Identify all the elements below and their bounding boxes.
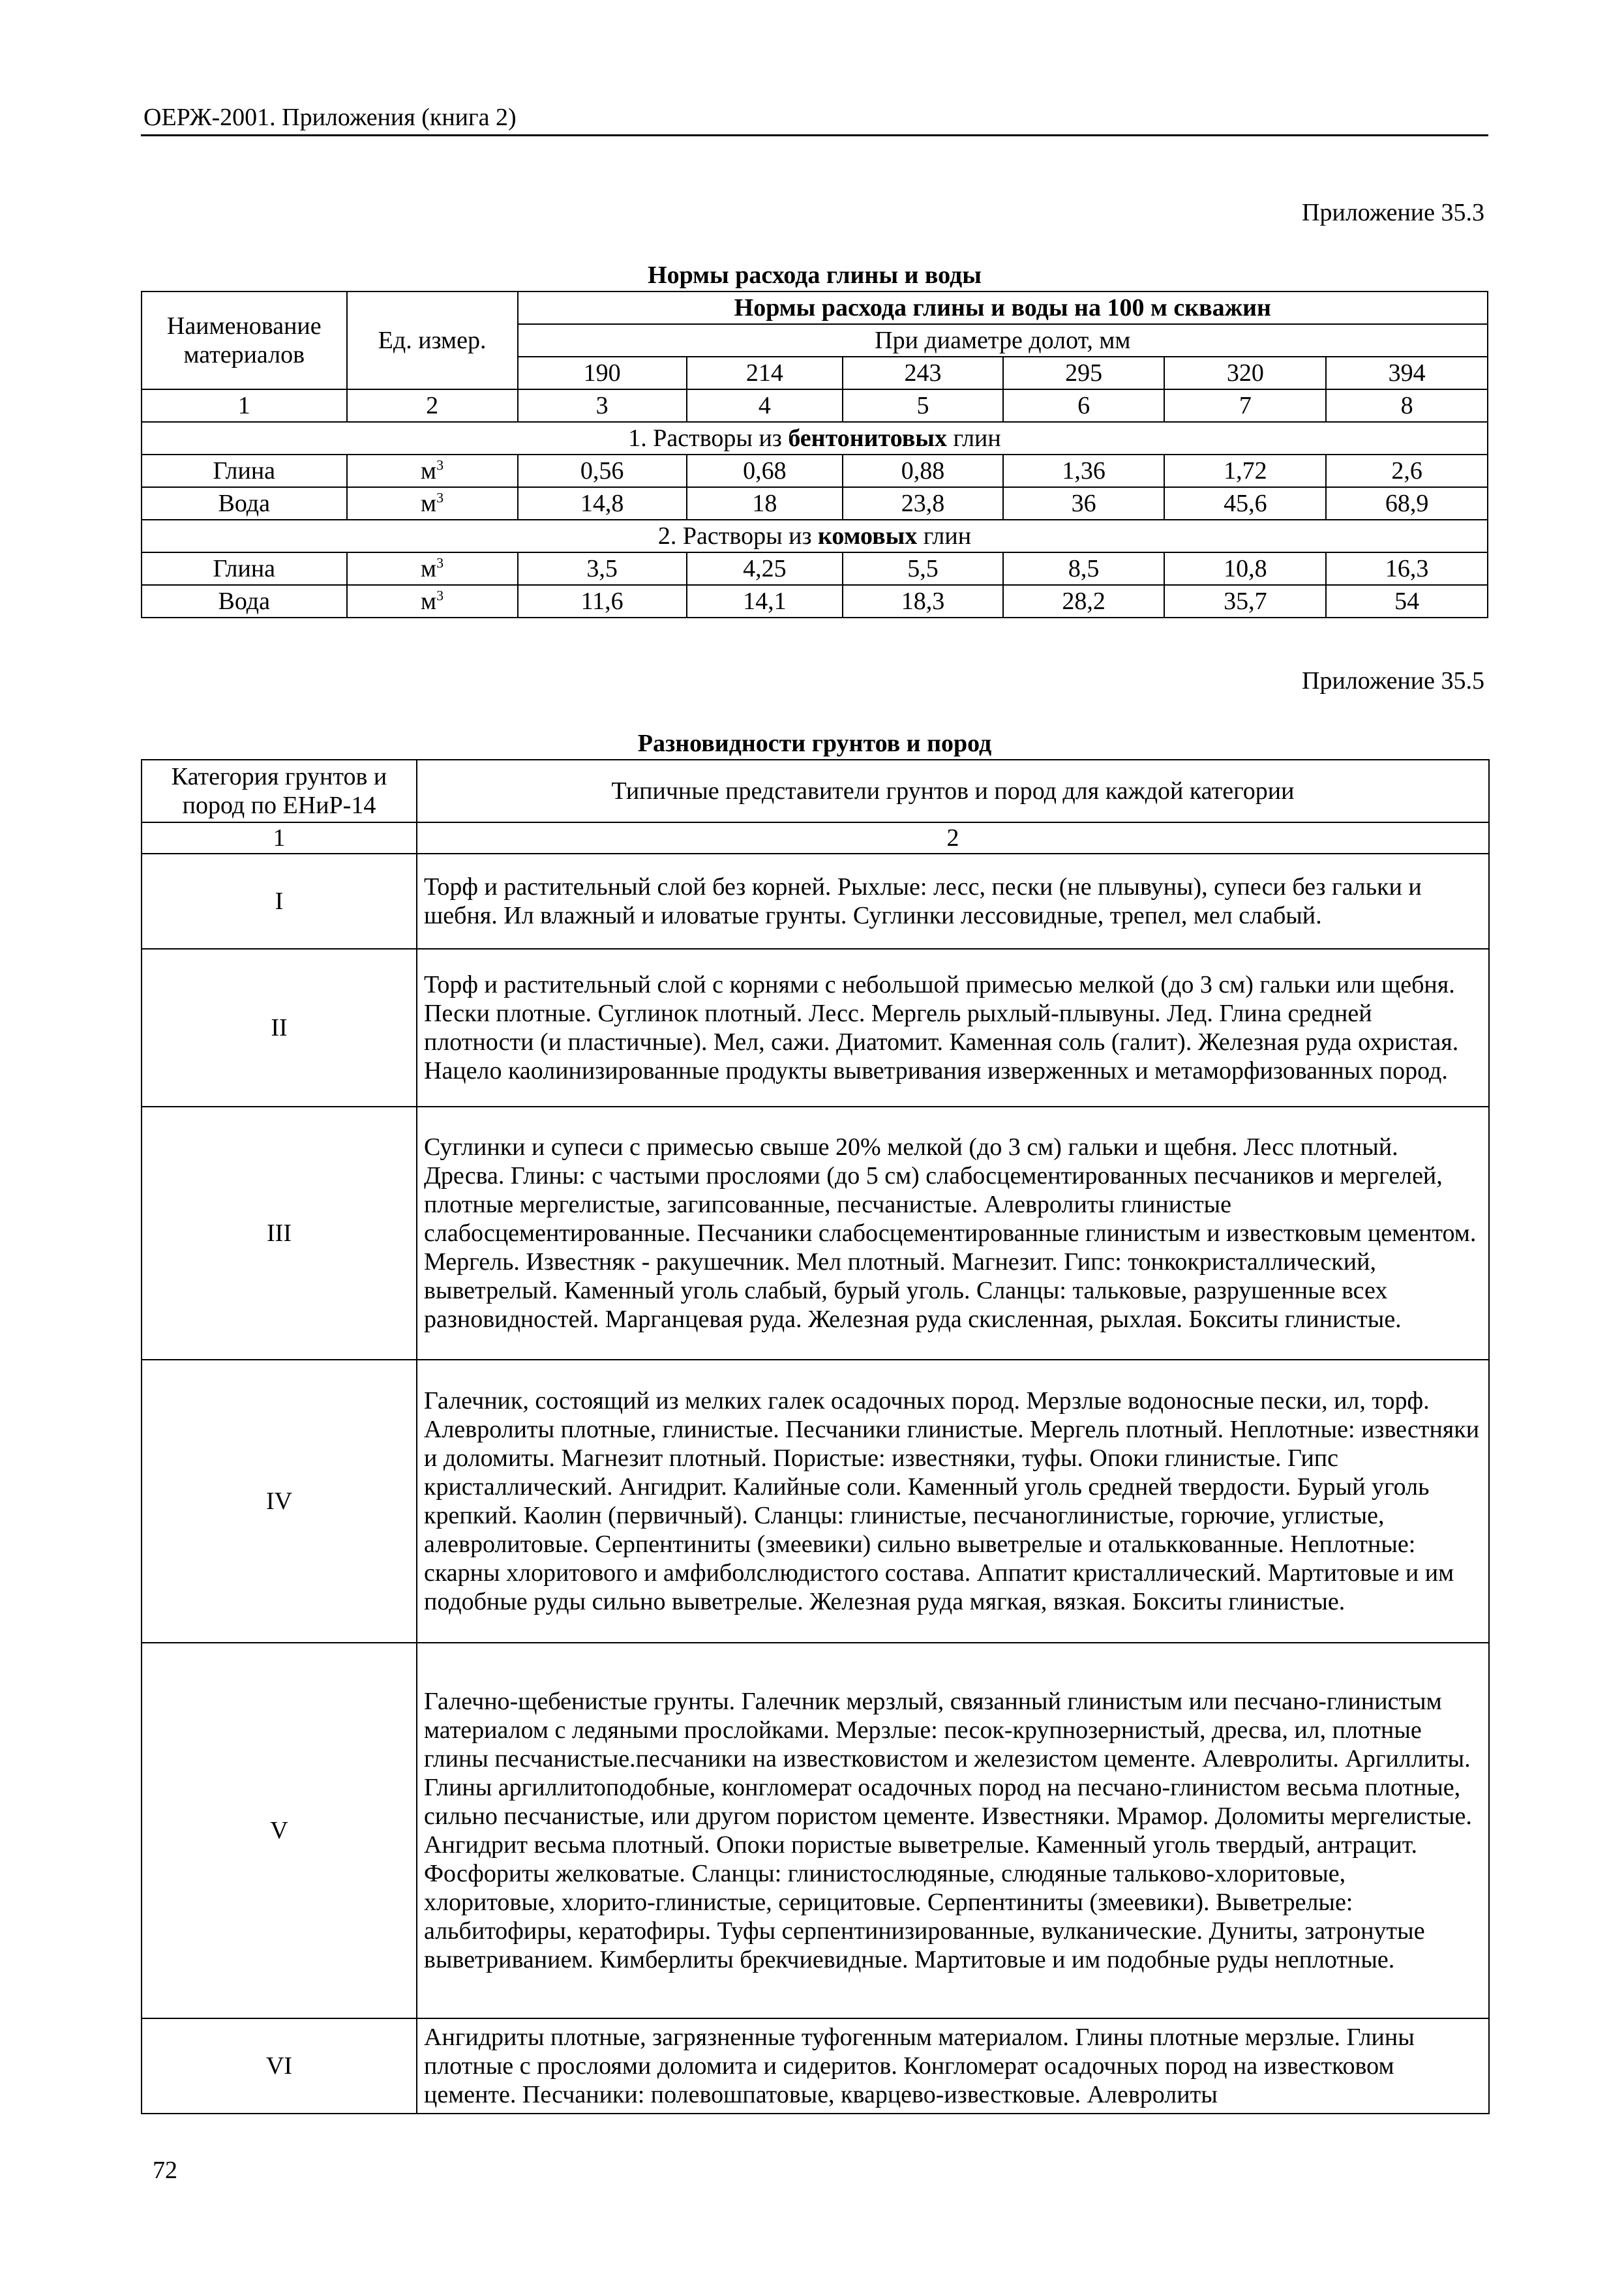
column-number: 1 — [142, 389, 347, 422]
table-row — [142, 487, 1488, 520]
appendix-label-35-5: Приложение 35.5 — [1302, 667, 1484, 695]
unit-cell: $м^3$ — [347, 585, 518, 618]
table-row — [142, 1643, 1489, 2018]
table-row — [142, 854, 1489, 949]
soil-types-table — [141, 759, 1490, 2114]
running-header: ОЕРЖ-2001. Приложения (книга 2) — [143, 104, 517, 131]
category-numeral: II — [142, 949, 417, 1107]
norm-value: 0,56 — [518, 455, 687, 487]
table-caption-soil-types: Разновидности грунтов и пород — [637, 730, 992, 757]
material-name: Вода — [142, 487, 347, 520]
header-category: Категория грунтов и пород по ЕНиР-14 — [142, 760, 417, 822]
category-description: Торф и растительный слой без корней. Рыхлые: лесс, пески (не плывуны), супеси без гальки и шебня. Ил влажный и иловатые грунты. Суглинки лессовидные, трепел, мел слабый. — [417, 854, 1489, 949]
header-diameter-value: 190 — [518, 357, 687, 389]
unit-cell: $м^3$ — [347, 487, 518, 520]
column-number: 2 — [417, 822, 1489, 854]
header-diameter: При диаметре долот, мм — [518, 324, 1488, 357]
norm-value: 68,9 — [1326, 487, 1488, 520]
category-description: Галечник, состоящий из мелких галек осадочных пород. Мерзлые водоносные пески, ил, торф. Алевролиты плотные, глинистые. Песчаники глинистые. Мергель плотный. Неплотные: известняки и доломиты. Магнезит плотный. Пористые: известняки, туфы. Опоки глинистые. Гипс кристаллический. Ангидрит. Калийные соли. Каменный уголь средней твердости. Бурый уголь крепкий. Каолин (первичный). Сланцы: глинистые, песчаноглинистые, горючие, углистые, алевролитовые. Серпентиниты (змеевики) сильно выветрелые и отальккованные. Неплотные: скарны хлоритового и амфиболслюдистого состава. Аппатит кристаллический. Мартитовые и им подобные руды сильно выветрелые. Железная руда мягкая, вязкая. Бокситы глинистые. — [417, 1360, 1489, 1643]
section-title-lump: 2. Растворы из комовых глин — [142, 520, 1488, 552]
norm-value: 18 — [687, 487, 843, 520]
category-description: Торф и растительный слой с корнями с небольшой примесью мелкой (до 3 см) гальки или щебня. Пески плотные. Суглинок плотный. Лесс. Мергель рыхлый-плывуны. Лед. Глина средней плотности (и пластичные). Мел, сажи. Диатомит. Каменная соль (галит). Железная руда охристая. Нацело каолинизированные продукты выветривания изверженных и метаморфизованных пород. — [417, 949, 1489, 1107]
header-norms: Нормы расхода глины и воды на 100 м скважин — [518, 292, 1488, 324]
page-number: 72 — [153, 2157, 177, 2184]
appendix-label-35-3: Приложение 35.3 — [1302, 199, 1484, 226]
category-numeral: IV — [142, 1360, 417, 1643]
header-diameter-value: 394 — [1326, 357, 1488, 389]
norm-value: 8,5 — [1003, 552, 1165, 585]
norm-value: 54 — [1326, 585, 1488, 618]
category-numeral: I — [142, 854, 417, 949]
column-number: 2 — [347, 389, 518, 422]
table-row — [142, 585, 1488, 618]
header-representatives: Типичные представители грунтов и пород для каждой категории — [417, 760, 1489, 822]
norm-value: 4,25 — [687, 552, 843, 585]
norm-value: 23,8 — [843, 487, 1003, 520]
norm-value: 0,88 — [843, 455, 1003, 487]
norm-value: 36 — [1003, 487, 1165, 520]
category-numeral: V — [142, 1643, 417, 2018]
column-number: 6 — [1003, 389, 1165, 422]
header-diameter-value: 243 — [843, 357, 1003, 389]
table-row — [142, 1360, 1489, 1643]
header-diameter-value: 295 — [1003, 357, 1165, 389]
column-number: 8 — [1326, 389, 1488, 422]
category-description: Ангидриты плотные, загрязненные туфогенным материалом. Глины плотные мерзлые. Глины плотные с прослоями доломита и сидеритов. Конгломерат осадочных пород на известковом цементе. Песчаники: полевошпатовые, кварцево-известковые. Алевролиты — [417, 2018, 1489, 2114]
unit-cell: $м^3$ — [347, 552, 518, 585]
header-diameter-value: 320 — [1164, 357, 1326, 389]
table-row — [142, 455, 1488, 487]
table-row — [142, 1107, 1489, 1360]
norm-value: 16,3 — [1326, 552, 1488, 585]
category-description: Суглинки и супеси с примесью свыше 20% мелкой (до 3 см) гальки и щебня. Лесс плотный. Дресва. Глины: с частыми прослоями (до 5 см) слабосцементированных песчаников и мергелей, плотные мергелистые, загипсованные, песчанистые. Алевролиты глинистые слабосцементированные. Песчаники слабосцементированные глинистым и известковым цементом. Мергель. Известняк - ракушечник. Мел плотный. Магнезит. Гипс: тонкокристаллический, выветрелый. Каменный уголь слабый, бурый уголь. Сланцы: тальковые, разрушенные всех разновидностей. Марганцевая руда. Железная руда скисленная, рыхлая. Бокситы глинистые. — [417, 1107, 1489, 1360]
norm-value: 1,36 — [1003, 455, 1165, 487]
norm-value: 45,6 — [1164, 487, 1326, 520]
norm-value: 2,6 — [1326, 455, 1488, 487]
table-caption-clay-water: Нормы расхода глины и воды — [648, 262, 982, 289]
norm-value: 5,5 — [843, 552, 1003, 585]
column-number: 1 — [142, 822, 417, 854]
header-diameter-value: 214 — [687, 357, 843, 389]
unit-cell: $м^3$ — [347, 455, 518, 487]
table-row — [142, 552, 1488, 585]
category-numeral: III — [142, 1107, 417, 1360]
header-divider — [141, 134, 1488, 136]
norm-value: 10,8 — [1164, 552, 1326, 585]
material-name: Глина — [142, 455, 347, 487]
category-numeral: VI — [142, 2018, 417, 2114]
header-material-name: Наименование материалов — [142, 292, 347, 389]
header-unit: Ед. измер. — [347, 292, 518, 389]
norm-value: 14,8 — [518, 487, 687, 520]
norm-value: 0,68 — [687, 455, 843, 487]
column-number: 4 — [687, 389, 843, 422]
column-number: 3 — [518, 389, 687, 422]
norm-value: 28,2 — [1003, 585, 1165, 618]
column-number: 5 — [843, 389, 1003, 422]
clay-water-norms-table — [141, 291, 1488, 618]
column-number: 7 — [1164, 389, 1326, 422]
norm-value: 1,72 — [1164, 455, 1326, 487]
material-name: Глина — [142, 552, 347, 585]
table-row — [142, 2018, 1489, 2114]
norm-value: 14,1 — [687, 585, 843, 618]
norm-value: 35,7 — [1164, 585, 1326, 618]
category-description: Галечно-щебенистые грунты. Галечник мерзлый, связанный глинистым или песчано-глинистым материалом с ледяными прослойками. Мерзлые: песок-крупнозернистый, дресва, ил, плотные глины песчанистые.песчаники на известковистом и железистом цементе. Алевролиты. Аргиллиты. Глины аргиллитоподобные, конгломерат осадочных пород на песчано-глинистом весьма плотные, сильно песчанистые, или другом пористом цементе. Известняки. Мрамор. Доломиты мергелистые. Ангидрит весьма плотный. Опоки пористые выветрелые. Каменный уголь твердый, антрацит. Фосфориты желковатые. Сланцы: глинистослюдяные, слюдяные тальково-хлоритовые, хлоритовые, хлорито-глинистые, серицитовые. Серпентиниты (змеевики). Выветрелые: альбитофиры, кератофиры. Туфы серпентинизированные, вулканические. Дуниты, затронутые выветриванием. Кимберлиты брекчиевидные. Мартитовые и им подобные руды неплотные. — [417, 1643, 1489, 2018]
table-row — [142, 949, 1489, 1107]
norm-value: 11,6 — [518, 585, 687, 618]
norm-value: 18,3 — [843, 585, 1003, 618]
material-name: Вода — [142, 585, 347, 618]
norm-value: 3,5 — [518, 552, 687, 585]
section-title-bentonite: 1. Растворы из бентонитовых глин — [142, 422, 1488, 455]
